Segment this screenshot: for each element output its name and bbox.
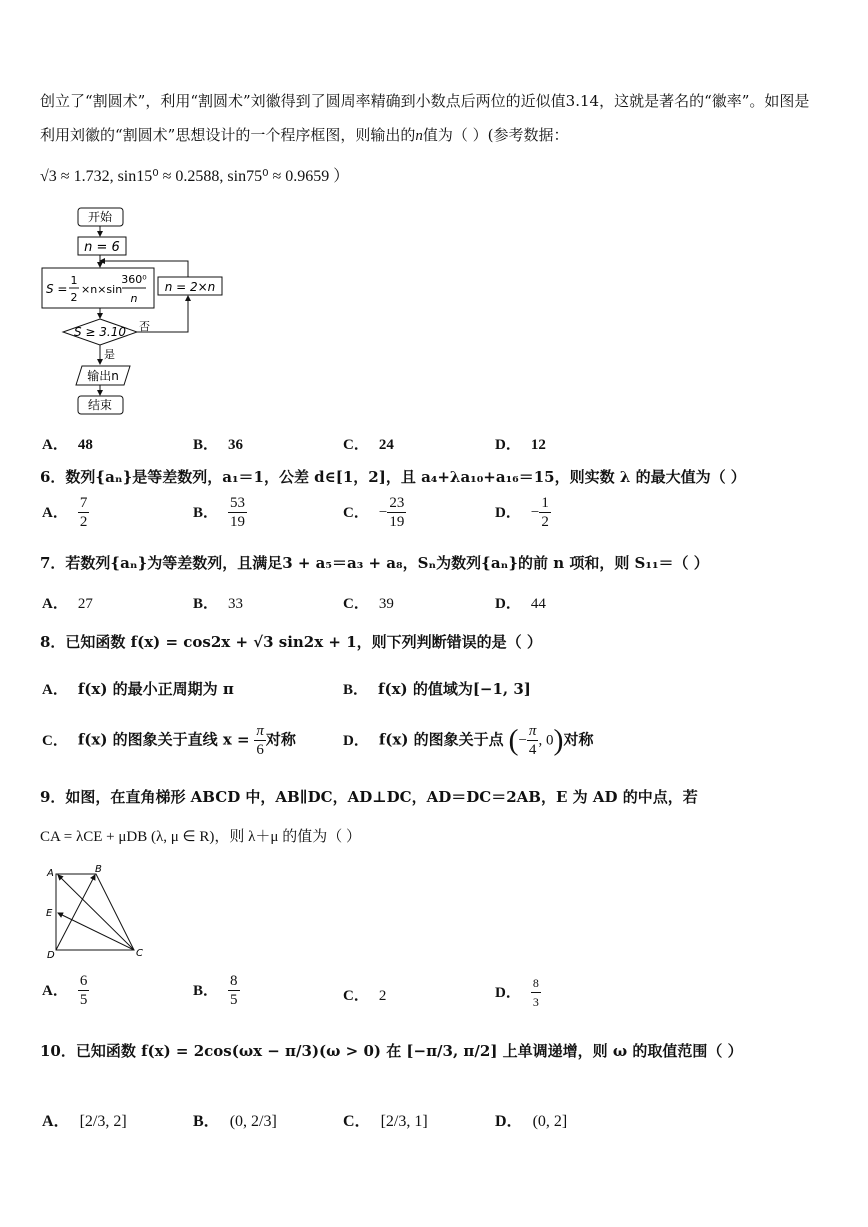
q9-option-c[interactable]: C． 2 <box>343 988 387 1004</box>
q7-option-d[interactable]: D． 44 <box>495 596 546 612</box>
q8-option-c[interactable]: C． f(x) 的图象关于直线 x = $\frac{\pi}{6}$ 对称 <box>42 723 296 758</box>
output-label: 输出n <box>87 369 119 383</box>
q7-option-a[interactable]: A． 27 <box>42 596 93 612</box>
formula-half-den: 2 <box>70 291 78 304</box>
intro-line-1: 创立了“割圆术”，利用“割圆术”刘徽得到了圆周率精确到小数点后两位的近似值3.14，这就是著名的“徽率”。如图是 <box>40 92 810 110</box>
q7-stem: 7．若数列{aₙ}为等差数列，且满足3 + a₅＝a₃ + a₈，Sₙ为数列{aₙ}的前 n 项和，则 S₁₁＝（ ） <box>40 554 709 572</box>
q6-option-c[interactable]: C． − $\frac{23}{19}$ <box>343 495 405 530</box>
q6-option-b[interactable]: B． $\frac{53}{19}$ <box>193 495 246 530</box>
vertex-a: A <box>47 868 54 879</box>
q5-option-b[interactable]: B． 36 <box>193 437 244 453</box>
intro-line-2 <box>40 124 568 145</box>
q8-stem: 8．已知函数 f(x) = cos2x + √3 sin2x + 1，则下列判断错误的是（ ） <box>40 633 542 651</box>
update-label: n = 2×n <box>164 280 216 294</box>
q9-option-a[interactable]: A． $\frac{6}{5}$ <box>42 973 88 1008</box>
init-label: n = 6 <box>84 240 120 255</box>
program-flowchart <box>38 205 228 420</box>
q5-option-c[interactable]: C． 24 <box>343 437 394 453</box>
q10-option-b[interactable]: B． (0, 2/3] <box>193 1113 277 1130</box>
q9-option-d[interactable]: D． $\frac{8}{3}$ <box>495 976 539 1009</box>
formula-s: S = <box>46 282 68 296</box>
vertex-d: D <box>47 950 55 961</box>
q6-option-d[interactable]: D． − $\frac{1}{2}$ <box>495 495 549 530</box>
q10-option-a[interactable]: A． [2/3, 2] <box>42 1113 127 1130</box>
q9-stem-1: 9．如图，在直角梯形 ABCD 中，AB∥DC，AD⊥DC，AD＝DC＝2AB，E 为 AD 的中点，若 <box>40 788 698 806</box>
vertex-b: B <box>95 864 102 875</box>
start-label: 开始 <box>87 210 113 224</box>
q10-option-c[interactable]: C． [2/3, 1] <box>343 1113 428 1130</box>
intro-line-2-tail: 值为（ ）(参考数据： <box>422 126 569 144</box>
q6-stem: 6．数列{aₙ}是等差数列，a₁＝1，公差 d∈[1，2]，且 a₄+λa₁₀+a₁₆＝15，则实数 λ 的最大值为（ ） <box>40 468 746 486</box>
q7-option-c[interactable]: C． 39 <box>343 596 394 612</box>
formula-deg-den: n <box>130 292 138 305</box>
condition-label: S ≥ 3.10 <box>73 325 127 339</box>
yes-label: 是 <box>104 348 115 361</box>
no-label: 否 <box>139 320 150 333</box>
q7-option-b[interactable]: B． 33 <box>193 596 244 612</box>
q8-option-d[interactable]: D． f(x) 的图象关于点 (− $\frac{\pi}{4}$ , 0)对称 <box>343 723 594 758</box>
formula-mid: ×n×sin <box>81 283 123 296</box>
end-label: 结束 <box>87 398 113 412</box>
q8-option-a[interactable]: A． f(x) 的最小正周期为 π <box>42 680 234 698</box>
formula-deg-num: 360⁰ <box>121 273 147 286</box>
q6-option-a[interactable]: A． $\frac{7}{2}$ <box>42 495 88 530</box>
q5-option-a[interactable]: A． 48 <box>42 437 93 453</box>
intro-var-n: n <box>415 128 423 144</box>
vertex-c: C <box>136 948 143 959</box>
formula-half-num: 1 <box>70 274 78 287</box>
q10-stem: 10．已知函数 f(x) = 2cos(ωx − π/3)(ω > 0) 在 [−π/3, π/2] 上单调递增，则 ω 的取值范围（ ） <box>40 1042 743 1060</box>
q5-option-d[interactable]: D． 12 <box>495 437 546 453</box>
reference-data: √3 ≈ 1.732, sin15⁰ ≈ 0.2588, sin75⁰ ≈ 0.9659 ） <box>40 168 350 185</box>
q10-option-d[interactable]: D． (0, 2] <box>495 1113 568 1130</box>
q8-option-b[interactable]: B． f(x) 的值域为[−1, 3] <box>343 680 531 698</box>
trapezoid-figure <box>42 862 152 962</box>
vertex-e: E <box>46 908 53 919</box>
q9-stem-2: CA = λCE + μDB (λ, μ ∈ R)，则 λ＋μ 的值为（ ） <box>40 829 361 845</box>
intro-line-2-text: 利用刘徽的“割圆术”思想设计的一个程序框图，则输出的 <box>40 126 416 144</box>
q9-option-b[interactable]: B． $\frac{8}{5}$ <box>193 973 238 1008</box>
